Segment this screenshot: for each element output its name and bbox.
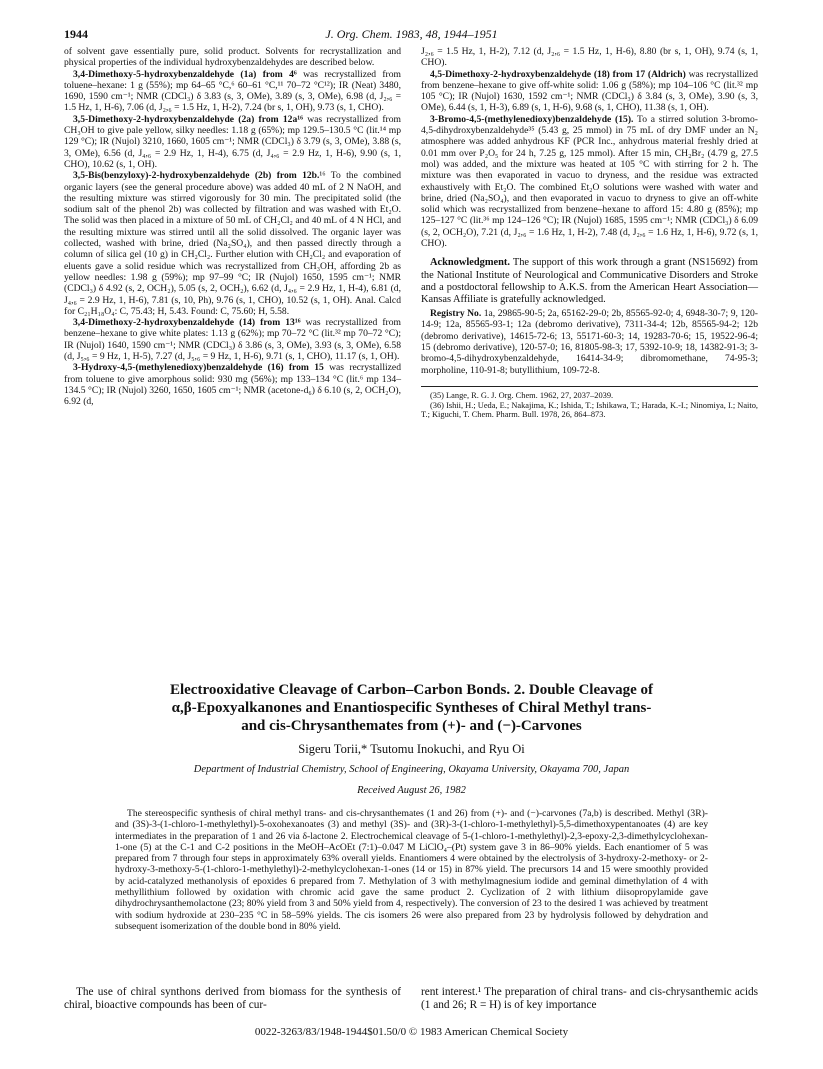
journal-citation: J. Org. Chem. 1983, 48, 1944–1951 [325,27,498,41]
footnote-rule [421,386,758,387]
paragraph: 3,5-Bis(benzyloxy)-2-hydroxybenzaldehyde (2b) from 12b.¹⁶ To the combined organic layers (see the general procedure above) was added 40 mL of 2 N NaOH, and the resulting mixture was stirred vigorously for 30 min. The precipitated solid (the sodium salt of the phenol 2b) was collected by filtration and was washed with Et₂O. The solid was then placed in a mixture of 50 mL of CH₂Cl₂ and 40 mL of 4 N HCl, and the resulting mixture was stirred until all the solid dissolved. The organic layer was collected, washed with brine, dried (Na₂SO₄), and then passed directly through a column of silica gel (10 g) in CH₂Cl₂. Further elution with CH₂Cl₂ and evaporation of eluents gave a solid residue which was recrystallized from CH₃OH, affording 2b as yellow needles: 1.98 g (59%); mp 97–99 °C; IR (Nujol) 1650, 1595 cm⁻¹; NMR (CDCl₃) δ 4.92 (s, 2, OCH₂), 5.05 (s, 2, OCH₂), 6.62 (d, J₄,₆ = 2.9 Hz, 1, H-4), 6.81 (d, J₄,₆ = 2.9 Hz, 1, H-6), 7.81 (s, 10, Ph), 9.76 (s, 1, CHO), 10.52 (s, 1, OH). Anal. Calcd for C₂₁H₁₈O₄: C, 75.43; H, 5.43. Found: C, 75.60; H, 5.58. [64,170,401,317]
paragraph: 3,5-Dimethoxy-2-hydroxybenzaldehyde (2a) from 12a¹⁶ was recrystallized from CH₃OH to give pale yellow, silky needles: 1.18 g (65%); mp 129.5–130.5 °C (lit.¹⁴ mp 129 °C); IR (Nujol) 3210, 1660, 1605 cm⁻¹; NMR (CDCl₃) δ 3.79 (s, 3, OMe), 3.88 (s, 3, OMe), 6.56 (d, J₄,₆ = 2.9 Hz, 1, H-4), 6.75 (d, J₄,₆ = 2.9 Hz, 1, H-6), 9.90 (s, 1, CHO), 10.62 (s, 1, OH). [64,113,401,170]
right-column [421,46,758,420]
paragraph: J₂,₆ = 1.5 Hz, 1, H-2), 7.12 (d, J₂,₆ = 1.5 Hz, 1, H-6), 8.80 (br s, 1, OH), 9.74 (s, 1, CHO). [421,46,758,69]
registry-numbers: Registry No. 1a, 29865-90-5; 2a, 65162-29-0; 2b, 85565-92-0; 4, 6948-30-7; 9, 120-14-9; 12a, 85565-93-1; 12a (debromo derivative), 7311-34-4; 12b, 85565-94-2; 12b (debromo derivative), 14615-72-6; 13, 55171-60-3; 14, 19283-70-6; 15, 19522-96-4; 15 (debromo derivative), 120-57-0; 16, 81805-98-3; 17, 5392-10-9; 18, 14382-91-3; 3-bromo-4,5-dihydroxybenzaldehyde, 16414-34-9; dibromomethane, 74-95-3; morpholine, 110-91-8; butyllithium, 109-72-8. [421,308,758,376]
paragraph: 3-Hydroxy-4,5-(methylenedioxy)benzaldehyde (16) from 15 was recrystallized from toluene to give amorphous solid: 930 mg (56%); mp 133–134 °C (lit.⁶ mp 134–134.5 °C); IR (Nujol) 3260, 1650, 1605 cm⁻¹; NMR (acetone-d₆) δ 6.10 (s, 2, OCH₂O), 6.92 (d, [64,362,401,408]
paragraph: 3-Bromo-4,5-(methylenedioxy)benzaldehyde (15). To a stirred solution 3-bromo-4,5-dihydroxybenzaldehyde³⁵ (5.43 g, 25 mmol) in 75 mL of dry DMF under an N₂ atmosphere was added anhydrous KF (PCR Inc., anhydrous material freshly dried at 0.01 mm over P₂O₅ for 24 h, 7.25 g, 125 mmol). After 15 min, CH₂Br₂ (4.79 g, 27.5 mol) was added, and the mixture was heated at 105 °C with stirring for 2 h. The mixture was then evaporated in vacuo to dryness, and the residue was extracted exhaustively with Et₂O. The combined Et₂O solutions were washed with water and brine, dried (Na₂SO₄), and then evaporated in vacuo to dryness to give an off-white solid which was recrystallized from benzene–hexane to afford 15: 4.80 g (85%); mp 125–127 °C (lit.³⁶ mp 124–126 °C); IR (Nujol) 1685, 1595 cm⁻¹; NMR (CDCl₃) δ 6.09 (s, 2, OCH₂O), 7.21 (d, J₂,₆ = 1.6 Hz, 1, H-2), 7.48 (d, J₂,₆ = 1.6 Hz, 1, H-6), 9.72 (s, 1, CHO). [421,113,758,250]
acknowledgment: Acknowledgment. The support of this work through a grant (NS15692) from the National Institute of Neurological and Communicative Disorders and Stroke and a postdoctoral fellowship to A.K.S. from the American Heart Association—Kansas Affiliate is gratefully acknowledged. [421,257,758,305]
received-date: Received August 26, 1982 [357,785,466,796]
abstract: The stereospecific synthesis of chiral methyl trans- and cis-chrysanthemates (1 and 26) from (+)- and (−)-carvones (7a,b) is described. Methyl (3R)- and (3S)-3-(1-chloro-1-methylethyl)-5-oxohexanoates (3) and methyl (3S)- and (3R)-3-(1-chloro-1-methylethyl)-5,5-dimethoxypentanoates (4) are key intermediates in the preparation of 1 and 26 via δ-lactone 2. Electrochemical cleavage of 5-(1-chloro-1-methylethyl)-2,3-epoxy-2,3-dimethylcyclohexan-1-one (5) at the C-1 and C-2 positions in the MeOH–AcOEt (7:1)–0.047 M LiClO₄–(Pt) system gave 3 in 86–90% yields. Each enantiomer of 5 was prepared from 7 through four steps in approximately 63% overall yields. Enantiomers 4 were obtained by the electrolysis of 3-hydroxy-2-methoxy- or 2-hydroxy-3-methoxy-5-(1-chloro-1-methylethyl)-2-methylcyclohexan-1-ones (14 or 15) in 87% yield. The precursors 14 and 15 were smoothly provided by acid-catalyzed methanolysis of epoxides 6 prepared from 7. Methylation of 3 with methylmagnesium iodide and geminal dimethylation of 4 with methyllithium followed by oxidation with chromic acid gave the same product 2. Cyclization of 2 with lithium diisopropylamide gave dihydrochrysanthemolactone (23; 80% yield from 3 and 50% yield from 4, respectively). The conversion of 23 to the desired 1 was achieved by treatment with sodium hydroxide at 230–235 °C in 58–59% yields. The cis isomers 26 were also prepared from 23 by hydrolysis followed by dehydration and subsequent isomerization of the double bond in 80% yield. [115,808,708,932]
body-text-left: The use of chiral synthons derived from biomass for the synthesis of chiral, bioactive compounds has been of cur- [64,986,401,1012]
paragraph: 3,4-Dimethoxy-2-hydroxybenzaldehyde (14) from 13¹⁶ was recrystallized from benzene–hexane to give white plates: 1.13 g (62%); mp 70–72 °C (lit.³² mp 70–72 °C); IR (Nujol) 1640, 1590 cm⁻¹; NMR (CDCl₃) δ 3.86 (s, 3, OMe), 3.93 (s, 3, OMe), 6.58 (d, J₅,₆ = 9 Hz, 1, H-5), 7.27 (d, J₅,₆ = 9 Hz, 1, H-6), 9.71 (s, 1, CHO), 11.17 (s, 1, OH). [64,317,401,363]
affiliation: Department of Industrial Chemistry, School of Engineering, Okayama University, Okayama 700, Japan [193,764,630,775]
page-number: 1944 [64,27,88,41]
paragraph: of solvent gave essentially pure, solid product. Solvents for recrystallization and physical properties of the individual hydroxybenzaldehydes are described below. [64,46,401,69]
paragraph: 4,5-Dimethoxy-2-hydroxybenzaldehyde (18) from 17 (Aldrich) was recrystallized from benzene–hexane to give off-white solid: 1.06 g (58%); mp 104–106 °C (lit.³² mp 105 °C); IR (Nujol) 1630, 1592 cm⁻¹; NMR (CDCl₃) δ 3.84 (s, 3, OMe), 3.90 (s, 3, OMe), 6.44 (s, 1, H-3), 6.89 (s, 1, H-6), 9.68 (s, 1, CHO), 11.38 (s, 1, OH). [421,68,758,114]
body-text-right: rent interest.¹ The preparation of chiral trans- and cis-chrysanthemic acids (1 and 26; R = H) is of key importance [421,986,758,1012]
paragraph: 3,4-Dimethoxy-5-hydroxybenzaldehyde (1a) from 4⁶ was recrystallized from toluene–hexane: 1 g (55%); mp 64–65 °C,⁶ 60–61 °C,¹¹ 70–72 °C¹²); IR (Neat) 3480, 1690, 1590 cm⁻¹; NMR (CDCl₃) δ 3.83 (s, 3, OMe), 3.89 (s, 3, OMe), 6.98 (d, J₂,₆ = 1.5 Hz, 1, H-6), 7.06 (d, J₂,₆ = 1.5 Hz, 1, H-2), 7.24 (br s, 1, OH), 9.73 (s, 1, CHO). [64,68,401,114]
footnote: (36) Ishii, H.; Ueda, E.; Nakajima, K.; Ishida, T.; Ishikawa, T.; Harada, K.-I.; Ninomiya, I.; Naito, T.; Kiguchi, T. Chem. Pharm. Bull. 1978, 26, 864–873. [421,400,758,420]
article-title: Electrooxidative Cleavage of Carbon–Carbon Bonds. 2. Double Cleavage of α,β-Epoxyalkanones and Enantiospecific Syntheses of Chiral Methyl trans- and cis-Chrysanthemates from (+)- and (−)-Carvones [169,682,654,734]
footnote: (35) Lange, R. G. J. Org. Chem. 1962, 27, 2037–2039. [430,390,614,400]
running-header [64,27,759,43]
copyright-footer: 0022-3263/83/1948-1944$01.50/0 © 1983 American Chemical Society [254,1026,569,1038]
left-column [64,46,401,408]
authors: Sigeru Torii,* Tsutomu Inokuchi, and Ryu Oi [298,742,525,756]
